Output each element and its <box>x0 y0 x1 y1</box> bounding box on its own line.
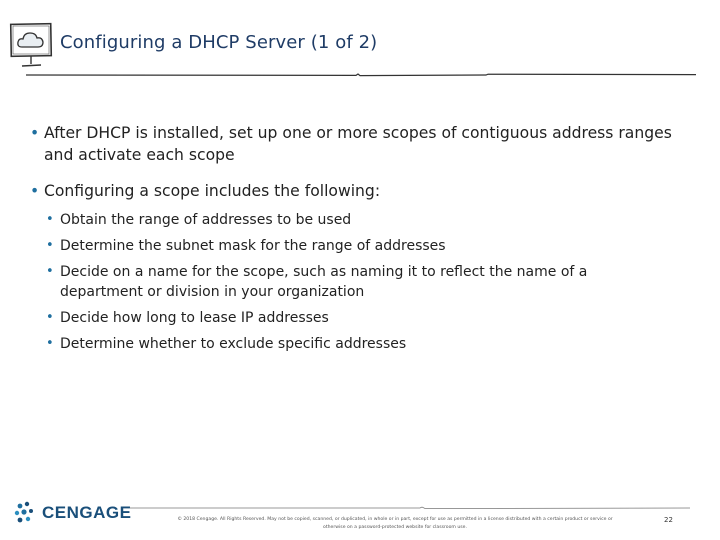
copyright-line: otherwise on a password-protected website for classroom use. <box>323 525 467 530</box>
bullet-item: • Configuring a scope includes the following: <box>30 180 700 202</box>
sub-bullet-item: • Determine whether to exclude specific addresses <box>46 334 700 354</box>
brand-name: CENGAGE <box>42 503 132 522</box>
slide-title: Configuring a DHCP Server (1 of 2) <box>60 32 378 53</box>
sub-bullet-item: • Determine the subnet mask for the range of addresses <box>46 236 700 256</box>
sub-bullet-item: • Decide how long to lease IP addresses <box>46 308 700 328</box>
cengage-mark-icon <box>14 500 36 526</box>
sub-bullet-list <box>30 210 700 354</box>
copyright-notice <box>140 516 650 532</box>
sub-bullet-item: • Decide on a name for the scope, such as naming it to reflect the name of a department or division in your organization <box>46 262 620 302</box>
footer-divider <box>130 506 690 510</box>
cengage-logo <box>14 500 131 526</box>
page-number: 22 <box>664 516 673 524</box>
title-underline <box>26 72 696 78</box>
slide-body <box>30 122 700 360</box>
copyright-line: © 2018 Cengage. All Rights Reserved. May not be copied, scanned, or duplicated, in whole or in part, except for use as permitted in a license distributed with a certain product or service or <box>177 517 613 522</box>
cloud-monitor-icon <box>8 20 54 72</box>
sub-bullet-item: • Obtain the range of addresses to be used <box>46 210 700 230</box>
bullet-item: • After DHCP is installed, set up one or more scopes of contiguous address ranges and activate each scope <box>30 122 700 166</box>
